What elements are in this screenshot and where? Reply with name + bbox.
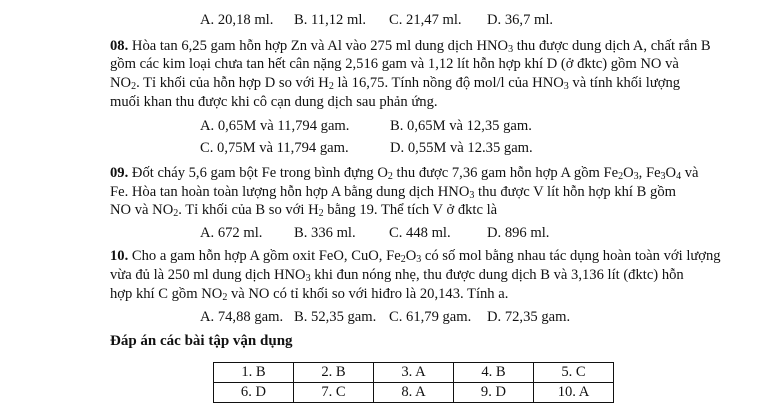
q09-option-c: C. 448 ml. <box>389 225 451 241</box>
q10-option-a: A. 74,88 gam. <box>200 309 284 325</box>
q10-option-d: D. 72,35 gam. <box>487 309 571 325</box>
q07-option-d: D. 36,7 ml. <box>487 12 554 28</box>
q08-line-2: gồm các kim loại chưa tan hết cân nặng 2,516 gam và 1,12 lít hỗn hợp khí D (ở đktc) gồm NO và <box>110 56 679 72</box>
q08-option-c: C. 0,75M và 11,794 gam. <box>200 140 349 156</box>
q08-line-1: 08. Hòa tan 6,25 gam hỗn hợp Zn và Al vào 275 ml dung dịch $HNO_3$ thu được dung dịch A, chất rắn B <box>110 38 711 55</box>
answer-cell: 3. A <box>374 363 454 383</box>
q10-line-1: 10. Cho a gam hỗn hợp A gồm oxit FeO, CuO, $Fe_2O_3$ có số mol bằng nhau tác dụng hoàn toàn với lượng <box>110 248 721 265</box>
q07-option-c: C. 21,47 ml. <box>389 12 462 28</box>
q10-line-3: hợp khí C gồm $NO_2$ và NO có tỉ khối so với hiđro là 20,143. Tính a. <box>110 286 509 303</box>
answer-cell: 9. D <box>454 383 534 403</box>
q09-option-d: D. 896 ml. <box>487 225 550 241</box>
table-row <box>214 363 614 383</box>
answer-key-table <box>213 362 614 403</box>
q09-line-2: Fe. Hòa tan hoàn toàn lượng hỗn hợp A bằng dung dịch $HNO_3$ thu được V lít hỗn hợp khí B gồm <box>110 184 676 201</box>
answer-cell: 2. B <box>294 363 374 383</box>
answer-cell: 1. B <box>214 363 294 383</box>
q10-line-2: vừa đủ là 250 ml dung dịch $HNO_3$ khi đun nóng nhẹ, thu được dung dịch B và 3,136 lít (đktc) hỗn <box>110 267 684 284</box>
q08-line-4: muối khan thu được khi cô cạn dung dịch sau phản ứng. <box>110 94 438 110</box>
q08-number: 08. <box>110 38 129 54</box>
q08-option-a: A. 0,65M và 11,794 gam. <box>200 118 350 134</box>
q08-line-3: $NO_2$. Tỉ khối của hỗn hợp D so với $H_2$ là 16,75. Tính nồng độ mol/l của $HNO_3$ và tính khối lượng <box>110 75 681 92</box>
q08-option-d: D. 0,55M và 12.35 gam. <box>390 140 533 156</box>
q09-line-1: 09. Đốt cháy 5,6 gam bột Fe trong bình đựng $O_2$ thu được 7,36 gam hỗn hợp A gồm $Fe_2O_3$, $Fe_3O_4$ và <box>110 165 699 182</box>
q09-number: 09. <box>110 165 129 181</box>
q07-option-b: B. 11,12 ml. <box>294 12 367 28</box>
q09-option-b: B. 336 ml. <box>294 225 356 241</box>
answer-cell: 6. D <box>214 383 294 403</box>
answer-cell: 7. C <box>294 383 374 403</box>
answer-key-title: Đáp án các bài tập vận dụng <box>110 333 293 349</box>
q07-option-a: A. 20,18 ml. <box>200 12 274 28</box>
table-row <box>214 383 614 403</box>
answer-cell: 8. A <box>374 383 454 403</box>
q08-option-b: B. 0,65M và 12,35 gam. <box>390 118 532 134</box>
q10-number: 10. <box>110 248 129 264</box>
q09-line-3: NO và $NO_2$. Tỉ khối của B so với $H_2$ bằng 19. Thể tích V ở đktc là <box>110 202 498 219</box>
q10-option-c: C. 61,79 gam. <box>389 309 472 325</box>
answer-cell: 10. A <box>534 383 614 403</box>
answer-cell: 4. B <box>454 363 534 383</box>
q09-option-a: A. 672 ml. <box>200 225 263 241</box>
answer-cell: 5. C <box>534 363 614 383</box>
q10-option-b: B. 52,35 gam. <box>294 309 377 325</box>
